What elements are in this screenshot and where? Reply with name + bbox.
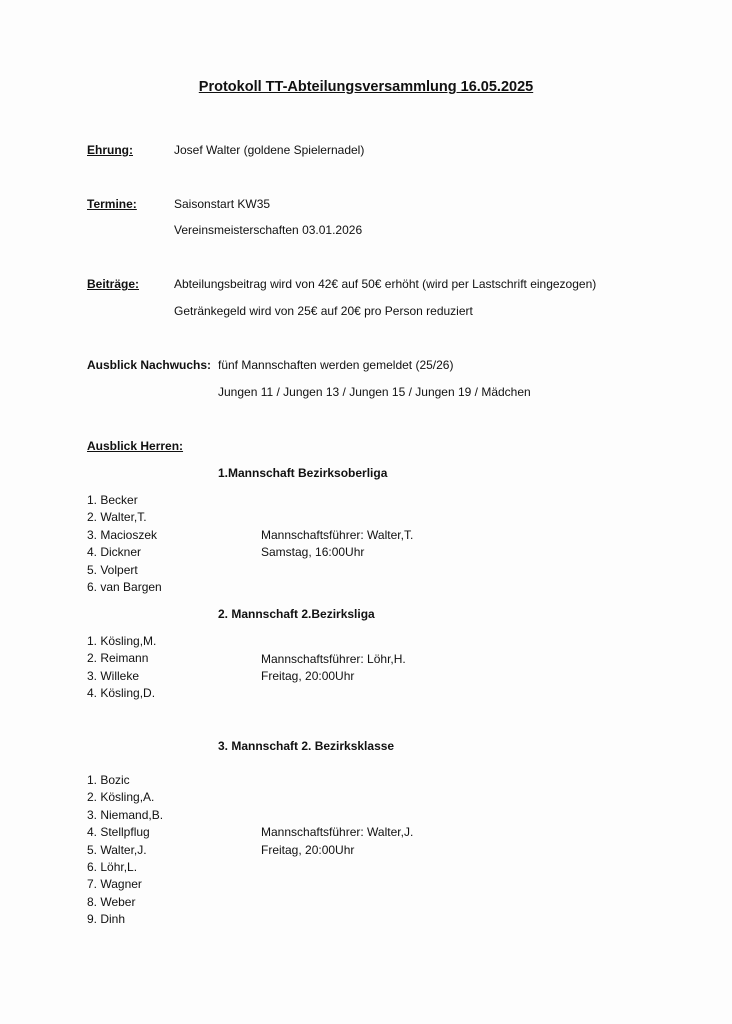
list-item: 1. Kösling,M.: [87, 634, 157, 648]
team-1-schedule: Samstag, 16:00Uhr: [261, 545, 365, 559]
team-2-captain: Mannschaftsführer: Löhr,H.: [261, 652, 406, 666]
team-2-schedule: Freitag, 20:00Uhr: [261, 669, 355, 683]
termine-label: Termine:: [87, 197, 137, 211]
team-1-captain: Mannschaftsführer: Walter,T.: [261, 528, 414, 542]
list-item: 8. Weber: [87, 894, 136, 909]
list-item: 4. Dickner: [87, 545, 142, 560]
team-3-captain: Mannschaftsführer: Walter,J.: [261, 825, 414, 839]
list-item: 4. Kösling,D.: [87, 686, 156, 701]
list-item: 4. Stellpflug: [87, 825, 150, 840]
list-item: 6. Löhr,L.: [87, 859, 138, 874]
list-item: 2. Walter,T.: [87, 510, 147, 525]
ehrung-label: Ehrung:: [87, 143, 133, 157]
team-2-heading: 2. Mannschaft 2.Bezirksliga: [218, 607, 375, 621]
beitraege-line-1: Abteilungsbeitrag wird von 42€ auf 50€ erhöht (wird per Lastschrift eingezogen): [174, 277, 597, 291]
list-item: 3. Niemand,B.: [87, 807, 164, 822]
list-item: 5. Volpert: [87, 562, 138, 577]
beitraege-label: Beiträge:: [87, 277, 140, 291]
document-title: Protokoll TT-Abteilungsversammlung 16.05.2025: [198, 79, 534, 95]
team-1-heading: 1.Mannschaft Bezirksoberliga: [218, 466, 388, 480]
ehrung-text: Josef Walter (goldene Spielernadel): [174, 143, 365, 157]
list-item: 3. Willeke: [87, 668, 140, 683]
list-item: 7. Wagner: [87, 877, 142, 892]
list-item: 3. Macioszek: [87, 527, 158, 542]
nachwuchs-label: Ausblick Nachwuchs:: [87, 358, 212, 372]
team-3-roster: [87, 773, 163, 930]
team-3-schedule: Freitag, 20:00Uhr: [261, 843, 355, 857]
list-item: 6. van Bargen: [87, 579, 162, 594]
termine-line-2: Vereinsmeisterschaften 03.01.2026: [174, 223, 363, 237]
list-item: 2. Reimann: [87, 651, 149, 666]
list-item: 1. Bozic: [87, 773, 130, 787]
team-2-roster: [87, 634, 156, 704]
team-1-roster: [87, 493, 162, 597]
list-item: 2. Kösling,A.: [87, 790, 155, 805]
nachwuchs-line-2: Jungen 11 / Jungen 13 / Jungen 15 / Jungen 19 / Mädchen: [218, 385, 531, 399]
nachwuchs-line-1: fünf Mannschaften werden gemeldet (25/26): [218, 358, 454, 372]
list-item: 1. Becker: [87, 493, 138, 507]
beitraege-line-2: Getränkegeld wird von 25€ auf 20€ pro Person reduziert: [174, 304, 473, 318]
list-item: 5. Walter,J.: [87, 842, 147, 857]
list-item: 9. Dinh: [87, 912, 126, 927]
team-3-heading: 3. Mannschaft 2. Bezirksklasse: [218, 739, 395, 753]
herren-label: Ausblick Herren:: [87, 439, 184, 453]
termine-line-1: Saisonstart KW35: [174, 197, 271, 211]
